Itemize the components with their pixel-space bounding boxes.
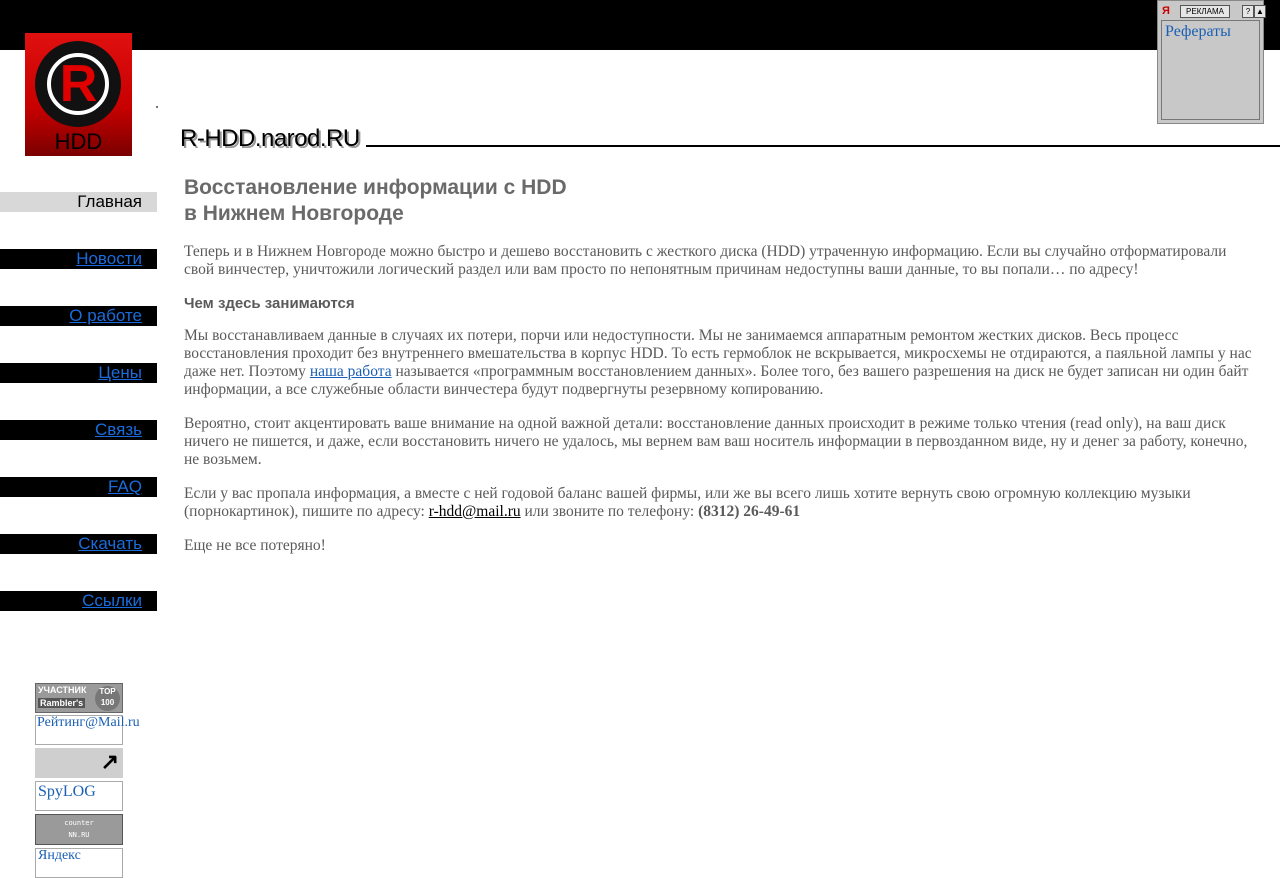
nav-item-home[interactable] — [0, 192, 157, 212]
nav-item-links[interactable] — [0, 591, 157, 611]
nav-link-prices[interactable]: Цены — [98, 363, 142, 382]
nav-link-links[interactable]: Ссылки — [82, 591, 142, 610]
nav-item-about[interactable] — [0, 306, 157, 326]
services-text-2: называется «программным восстановлением данных». Более того, без вашего разрешения на диск не будет записан ни один байт информации, а все служебные области винчестера будут подвергнуты резервному копированию. — [184, 363, 1249, 398]
page-title-line2: в Нижнем Новгороде — [184, 202, 404, 225]
mail-rating-badge[interactable] — [35, 715, 140, 745]
rambler-line2: Rambler's — [40, 698, 84, 708]
services-paragraph — [184, 327, 1254, 399]
mail-rating-alt: Рейтинг@Mail.ru — [37, 715, 140, 730]
readonly-paragraph: Вероятно, стоит акцентировать ваше внимание на одной важной детали: восстановление данных происходит в режиме только чтения (read only), на ваш диск ничего не пишется, и даже, если восстановить ничего не удалось, мы вернем вам ваш носитель информации в первозданном виде, ну и денег за работу, конечно, не возьмем. — [184, 415, 1248, 468]
site-title: R-HDD.narod.RU — [180, 125, 360, 152]
site-logo[interactable] — [25, 33, 132, 156]
nav-item-faq[interactable] — [0, 477, 157, 497]
ad-scroll-up-button[interactable]: ▲ — [1254, 5, 1266, 18]
yandex-alt: Яндекс — [38, 848, 81, 863]
top-bar — [0, 0, 1280, 50]
ad-label[interactable]: РЕКЛАМА — [1180, 5, 1230, 18]
nav-link-news[interactable]: Новости — [76, 249, 142, 268]
rambler-top100-badge[interactable] — [35, 683, 123, 713]
services-text-1: Мы восстанавливаем данные в случаях их потери, порчи или недоступности. Мы не занимаемся аппаратным ремонтом жестких дисков. Весь процесс восстановления проходит без внутреннего вмешательства в корпус HDD. То есть гермоблок не вскрывается, микросхемы не отдираются, а паяльной лампы у нас даже нет. Поэтому — [184, 327, 1252, 380]
section-subtitle: Чем здесь занимаются — [184, 295, 355, 312]
logo-letter: R — [59, 55, 98, 113]
nav-item-contact[interactable] — [0, 420, 157, 440]
page-title-line1: Восстановление информации с HDD — [184, 176, 567, 199]
nav-item-prices[interactable] — [0, 363, 157, 383]
closing-paragraph: Еще не все потеряно! — [184, 537, 326, 554]
phone-number: (8312) 26-49-61 — [698, 503, 801, 520]
our-work-link[interactable]: наша работа — [309, 363, 392, 380]
nav-link-faq[interactable]: FAQ — [107, 477, 142, 496]
contact-paragraph — [184, 485, 1254, 521]
email-link[interactable]: r-hdd@mail.ru — [428, 503, 521, 520]
nnru-line2: NN.RU — [68, 831, 90, 839]
intro-paragraph: Теперь и в Нижнем Новгороде можно быстро и дешево восстановить с жесткого диска (HDD) утраченную информацию. Если вы случайно отформатировали свой винчестер, уничтожили логический раздел или вам просто по непонятным причинам недоступны ваши данные, то вы попали… по адресу! — [184, 243, 1227, 278]
spylog-badge[interactable] — [35, 781, 123, 811]
yandex-badge[interactable] — [35, 848, 123, 878]
ad-image[interactable] — [1161, 20, 1260, 120]
nav-item-news[interactable] — [0, 249, 157, 269]
yandex-icon: Я — [1162, 5, 1170, 17]
ad-help-button[interactable]: ? — [1242, 5, 1254, 18]
arrow-up-right-icon: ↗ — [100, 749, 119, 774]
contact-text-2: или звоните по телефону: — [520, 503, 699, 520]
ad-header — [1160, 4, 1264, 18]
decor-dot — [156, 106, 158, 108]
nav-label: Главная — [77, 192, 142, 211]
nav-item-download[interactable] — [0, 534, 157, 554]
top100-icon: TOP 100 — [95, 686, 120, 711]
yandex-ad-box[interactable] — [1157, 0, 1264, 124]
ad-image-alt: Рефераты — [1165, 23, 1231, 40]
title-divider — [366, 145, 1280, 147]
arrow-counter-badge[interactable] — [35, 748, 123, 778]
contact-text-1: Если у вас пропала информация, а вместе с ней годовой баланс вашей фирмы, или же вы всего лишь хотите вернуть свою огромную коллекцию музыки (порнокартинок), пишите по адресу: — [184, 485, 1191, 520]
main-content — [184, 175, 1254, 555]
page-title — [184, 175, 1254, 227]
nnru-counter-badge[interactable] — [35, 814, 123, 845]
spylog-alt: SpyLOG — [38, 783, 96, 800]
nav-link-download[interactable]: Скачать — [78, 534, 142, 553]
nav-link-about[interactable]: О работе — [69, 306, 142, 325]
nnru-line1: counter — [64, 819, 94, 827]
rambler-line1: УЧАСТНИК — [38, 685, 87, 695]
logo-text: HDD — [54, 129, 103, 154]
nav-link-contact[interactable]: Связь — [95, 420, 142, 439]
